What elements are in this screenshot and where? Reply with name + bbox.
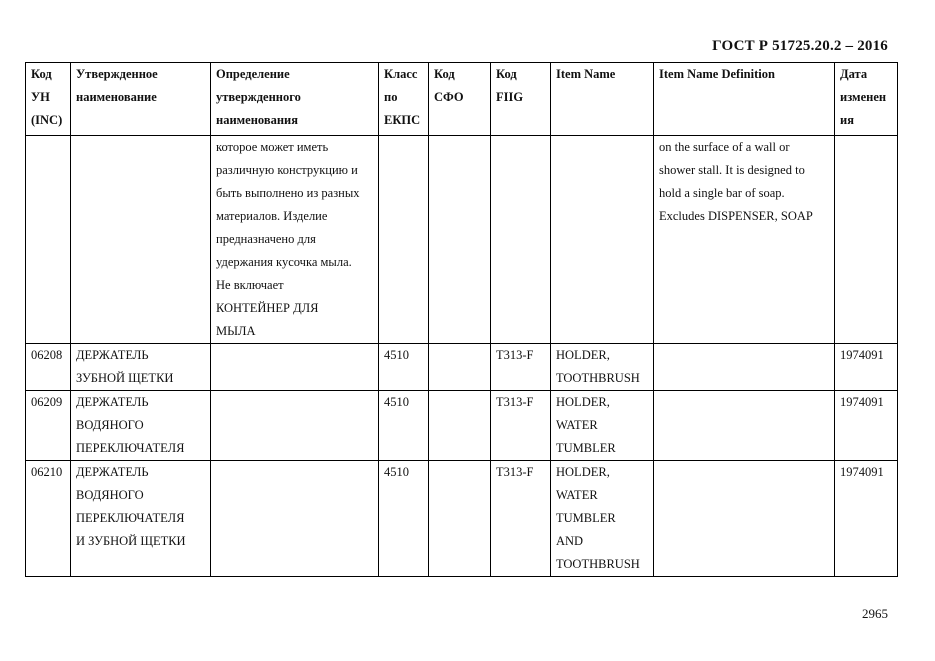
header-line: Утвержденное — [76, 67, 158, 81]
fiig-code-cell — [491, 344, 551, 391]
table-row — [26, 136, 898, 344]
cell-line: WATER — [556, 488, 598, 502]
header-line: утвержденного — [216, 90, 301, 104]
cell-line: ВОДЯНОГО — [76, 488, 144, 502]
cell-line: ДЕРЖАТЕЛЬ — [76, 465, 149, 479]
cell-line: различную конструкцию и — [216, 163, 358, 177]
cell-line: 06208 — [31, 348, 63, 362]
header-line: изменен — [840, 90, 887, 104]
cell-line: HOLDER, — [556, 395, 610, 409]
definition-cell — [211, 391, 379, 461]
item-name-definition-cell — [654, 136, 835, 344]
cell-line: ПЕРЕКЛЮЧАТЕЛЯ — [76, 441, 185, 455]
cell-line: материалов. Изделие — [216, 209, 328, 223]
cell-line: shower stall. It is designed to — [659, 163, 805, 177]
ekps-class-cell — [379, 391, 429, 461]
inc-code-cell — [26, 391, 71, 461]
header-line: Определение — [216, 67, 290, 81]
header-inc-code — [26, 63, 71, 136]
sfo-code-cell — [429, 461, 491, 577]
cell-line: TUMBLER — [556, 441, 616, 455]
cell-line: T313-F — [496, 465, 534, 479]
header-fiig-code — [491, 63, 551, 136]
change-date-cell — [835, 391, 898, 461]
approved-name-cell — [71, 344, 211, 391]
cell-line: HOLDER, — [556, 465, 610, 479]
cell-line: Excludes DISPENSER, SOAP — [659, 209, 813, 223]
cell-line: TOOTHBRUSH — [556, 371, 640, 385]
cell-line: 4510 — [384, 348, 409, 362]
header-line: FIIG — [496, 90, 524, 104]
cell-line: AND — [556, 534, 584, 548]
fiig-code-cell — [491, 461, 551, 577]
cell-line: 1974091 — [840, 348, 884, 362]
header-line: по — [384, 90, 398, 104]
header-line: Класс — [384, 67, 418, 81]
header-line: Код — [434, 67, 455, 81]
header-line: наименование — [76, 90, 157, 104]
cell-line: КОНТЕЙНЕР ДЛЯ — [216, 301, 319, 315]
header-ekps-class — [379, 63, 429, 136]
table-body — [26, 136, 898, 577]
item-name-cell — [551, 461, 654, 577]
header-line: Код — [31, 67, 52, 81]
header-line: (INC) — [31, 113, 63, 127]
fiig-code-cell — [491, 136, 551, 344]
cell-line: И ЗУБНОЙ ЩЕТКИ — [76, 534, 186, 548]
header-line: ЕКПС — [384, 113, 421, 127]
cell-line: удержания кусочка мыла. — [216, 255, 352, 269]
document-header-title: ГОСТ Р 51725.20.2 – 2016 — [712, 38, 888, 54]
cell-line: ДЕРЖАТЕЛЬ — [76, 348, 149, 362]
page-number: 2965 — [862, 606, 888, 621]
cell-line: 4510 — [384, 395, 409, 409]
ekps-class-cell — [379, 461, 429, 577]
item-name-cell — [551, 391, 654, 461]
change-date-cell — [835, 344, 898, 391]
cell-line: TOOTHBRUSH — [556, 557, 640, 571]
header-line: наименования — [216, 113, 299, 127]
item-name-definition-cell — [654, 344, 835, 391]
definition-cell — [211, 344, 379, 391]
approved-name-cell — [71, 391, 211, 461]
header-line: ия — [840, 113, 854, 127]
cell-line: предназначено для — [216, 232, 316, 246]
cell-line: hold a single bar of soap. — [659, 186, 785, 200]
cell-line: 06209 — [31, 395, 63, 409]
header-line: УН — [31, 90, 50, 104]
catalog-table — [25, 62, 898, 577]
table-row — [26, 461, 898, 577]
cell-line: ЗУБНОЙ ЩЕТКИ — [76, 371, 174, 385]
cell-line: 1974091 — [840, 465, 884, 479]
cell-line: 1974091 — [840, 395, 884, 409]
item-name-definition-cell — [654, 391, 835, 461]
header-line: Дата — [840, 67, 868, 81]
header-line: Код — [496, 67, 517, 81]
inc-code-cell — [26, 461, 71, 577]
table-row — [26, 344, 898, 391]
header-item-name — [551, 63, 654, 136]
header-line: Item Name — [556, 67, 616, 81]
cell-line: ДЕРЖАТЕЛЬ — [76, 395, 149, 409]
cell-line: ВОДЯНОГО — [76, 418, 144, 432]
approved-name-cell — [71, 461, 211, 577]
cell-line: Не включает — [216, 278, 284, 292]
header-change-date — [835, 63, 898, 136]
fiig-code-cell — [491, 391, 551, 461]
ekps-class-cell — [379, 344, 429, 391]
sfo-code-cell — [429, 344, 491, 391]
change-date-cell — [835, 461, 898, 577]
header-line: Item Name Definition — [659, 67, 775, 81]
cell-line: быть выполнено из разных — [216, 186, 360, 200]
cell-line: T313-F — [496, 348, 534, 362]
header-sfo-code — [429, 63, 491, 136]
header-approved-name — [71, 63, 211, 136]
ekps-class-cell — [379, 136, 429, 344]
cell-line: ПЕРЕКЛЮЧАТЕЛЯ — [76, 511, 185, 525]
cell-line: TUMBLER — [556, 511, 616, 525]
inc-code-cell — [26, 344, 71, 391]
definition-cell — [211, 461, 379, 577]
cell-line: on the surface of a wall or — [659, 140, 790, 154]
cell-line: 06210 — [31, 465, 63, 479]
inc-code-cell — [26, 136, 71, 344]
header-definition — [211, 63, 379, 136]
change-date-cell — [835, 136, 898, 344]
cell-line: T313-F — [496, 395, 534, 409]
sfo-code-cell — [429, 136, 491, 344]
cell-line: HOLDER, — [556, 348, 610, 362]
item-name-cell — [551, 136, 654, 344]
cell-line: 4510 — [384, 465, 409, 479]
header-item-name-definition — [654, 63, 835, 136]
table-row — [26, 391, 898, 461]
item-name-cell — [551, 344, 654, 391]
header-line: СФО — [434, 90, 464, 104]
cell-line: которое может иметь — [216, 140, 329, 154]
definition-cell — [211, 136, 379, 344]
approved-name-cell — [71, 136, 211, 344]
item-name-definition-cell — [654, 461, 835, 577]
cell-line: WATER — [556, 418, 598, 432]
cell-line: МЫЛА — [216, 324, 256, 338]
sfo-code-cell — [429, 391, 491, 461]
table-header-row — [26, 63, 898, 136]
